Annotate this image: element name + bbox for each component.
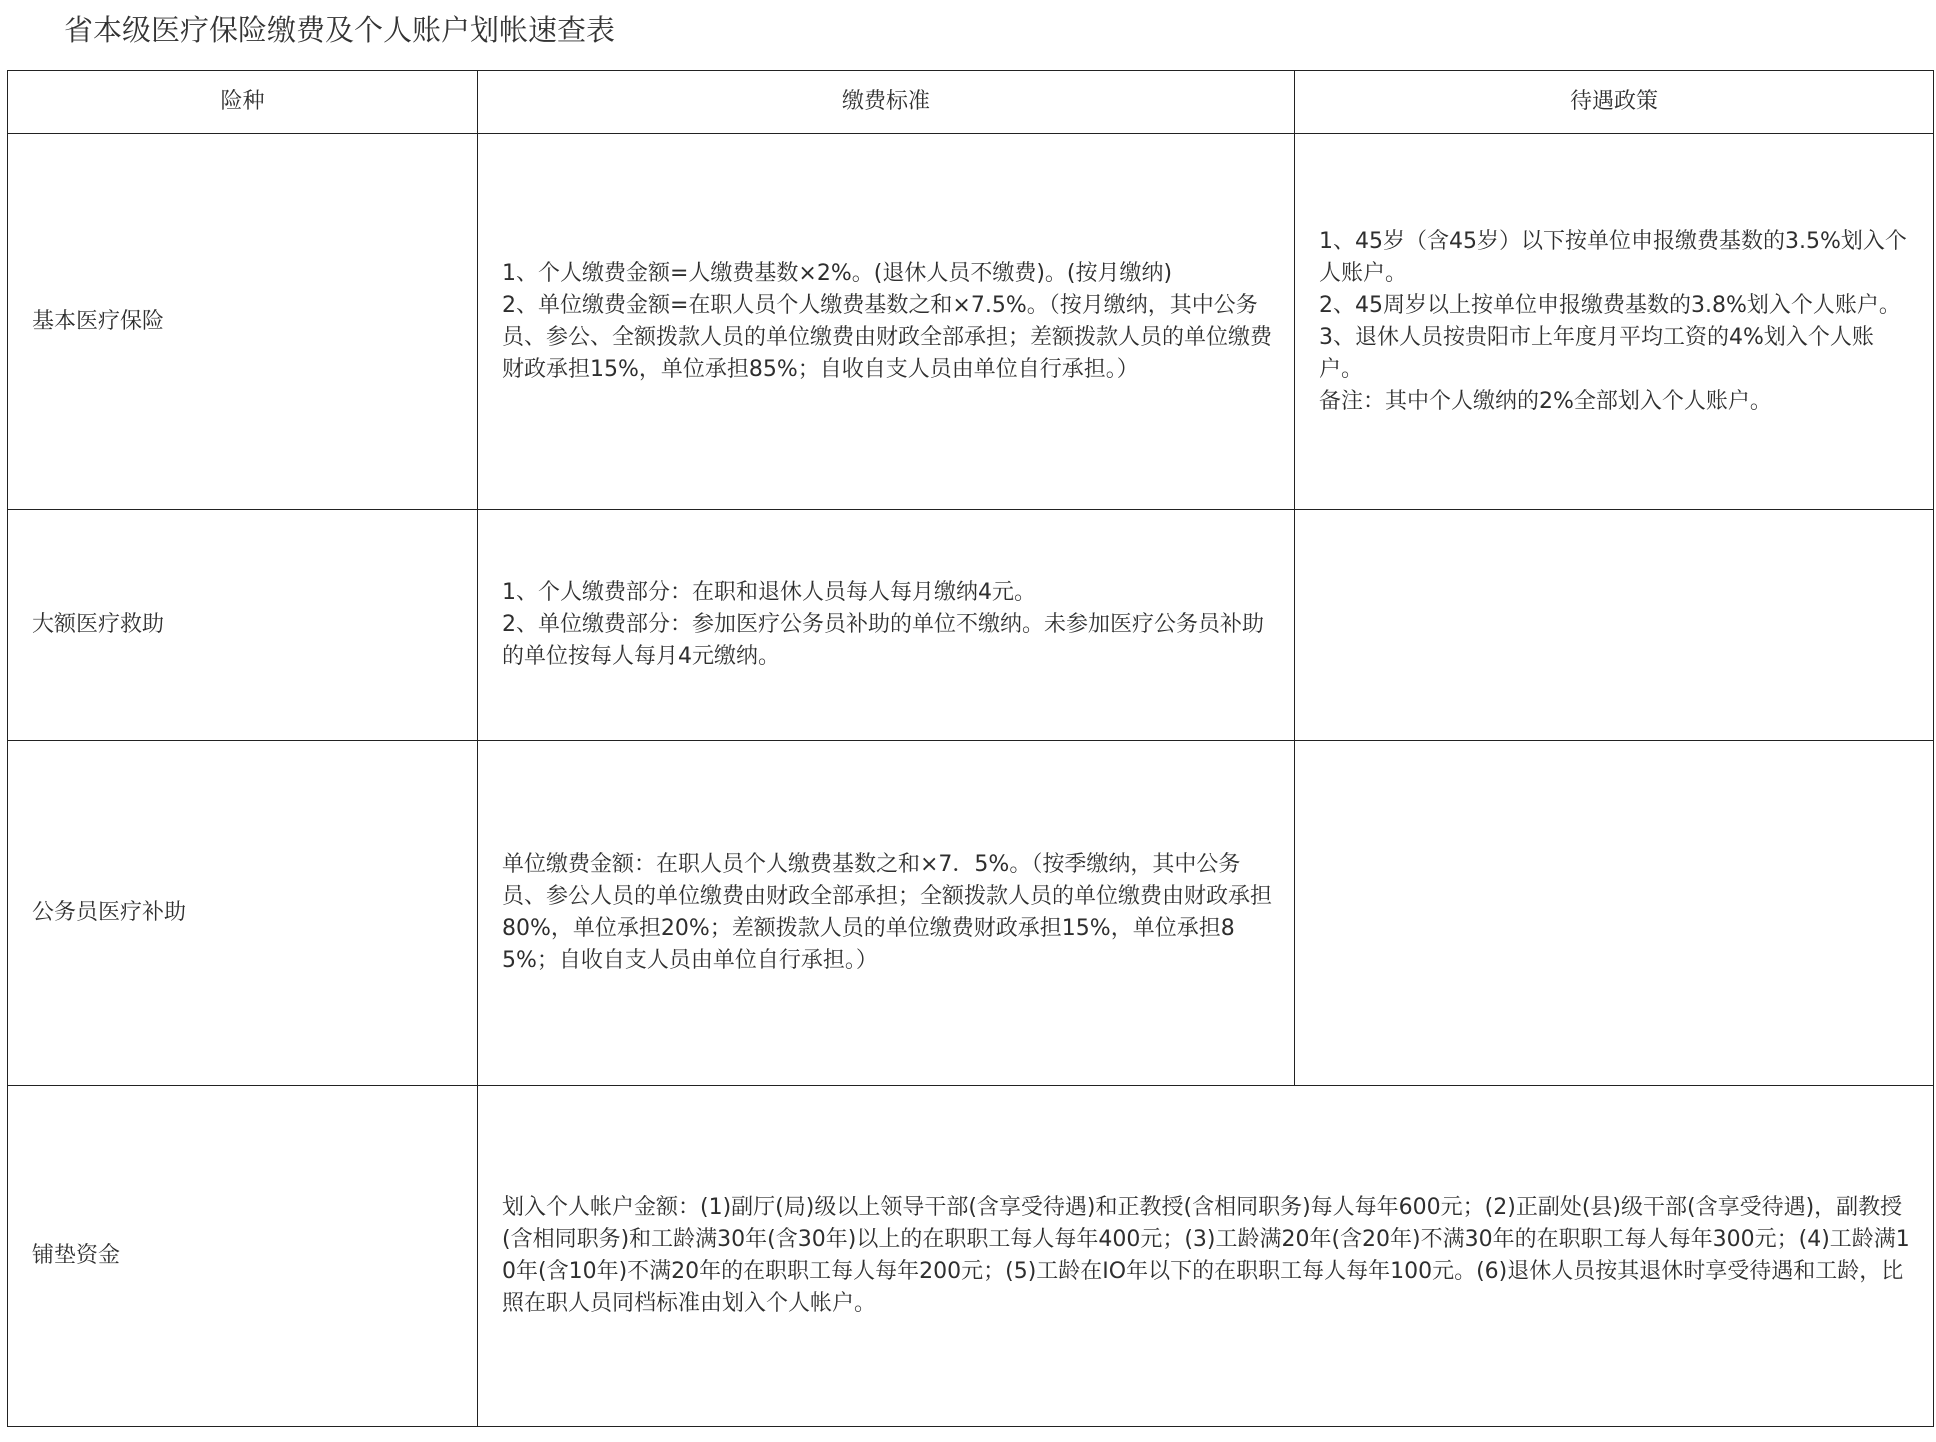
payment-standard-line: 单位缴费金额：在职人员个人缴费基数之和×7．5%。（按季缴纳，其中公务员、参公人员的单位缴费由财政全部承担；全额拨款人员的单位缴费由财政承担80%，单位承担20%；差额拨款人员的单位缴费财政承担15%，单位承担85%；自收自支人员由单位自行承担。） xyxy=(502,852,1273,974)
benefit-policy-cell-empty xyxy=(1295,741,1934,1085)
table-row-basic-medical-insurance xyxy=(8,134,1934,510)
insurance-type-cell: 铺垫资金 xyxy=(8,1085,478,1426)
table-row-civil-servant-medical-subsidy xyxy=(8,741,1934,1085)
payment-standard-line: 2、单位缴费金额=在职人员个人缴费基数之和×7.5%。（按月缴纳，其中公务员、参公、全额拨款人员的单位缴费由财政全部承担；差额拨款人员的单位缴费财政承担15%，单位承担85%；自收自支人员由单位自行承担。） xyxy=(502,292,1273,382)
payment-standard-line: 1、个人缴费部分：在职和退休人员每人每月缴纳4元。 xyxy=(502,580,1036,606)
payment-standard-cell xyxy=(478,134,1295,510)
column-header-benefit-policy: 待遇政策 xyxy=(1295,71,1934,134)
table-row-advance-fund xyxy=(8,1085,1934,1426)
payment-standard-cell xyxy=(478,741,1295,1085)
payment-standard-cell-merged xyxy=(478,1085,1934,1426)
column-header-insurance-type: 险种 xyxy=(8,71,478,134)
page-title: 省本级医疗保险缴费及个人账户划帐速查表 xyxy=(64,13,616,47)
table-row-major-medical-aid xyxy=(8,510,1934,741)
payment-standard-line: 2、单位缴费部分：参加医疗公务员补助的单位不缴纳。未参加医疗公务员补助的单位按每人每月4元缴纳。 xyxy=(502,612,1264,670)
insurance-type-cell: 公务员医疗补助 xyxy=(8,741,478,1085)
benefit-policy-cell xyxy=(1295,134,1934,510)
table-header-row xyxy=(8,71,1934,134)
benefit-policy-note: 备注：其中个人缴纳的2%全部划入个人账户。 xyxy=(1319,388,1772,414)
benefit-policy-line: 2、45周岁以上按单位申报缴费基数的3.8%划入个人账户。 xyxy=(1319,292,1901,318)
benefit-policy-line: 3、退休人员按贵阳市上年度月平均工资的4%划入个人账户。 xyxy=(1319,324,1874,382)
payment-standard-line: 划入个人帐户金额：(1)副厅(局)级以上领导干部(含享受待遇)和正教授(含相同职务)每人每年600元；(2)正副处(县)级干部(含享受待遇)，副教授(含相同职务)和工龄满30年(含30年)以上的在职职工每人每年400元；(3)工龄满20年(含20年)不满30年的在职职工每人每年300元；(4)工龄满10年(含10年)不满20年的在职职工每人每年200元；(5)工龄在IO年以下的在职职工每人每年100元。(6)退休人员按其退休时享受待遇和工龄，比照在职人员同档标准由划入个人帐户。 xyxy=(502,1194,1910,1316)
column-header-payment-standard: 缴费标准 xyxy=(478,71,1295,134)
benefit-policy-line: 1、45岁（含45岁）以下按单位申报缴费基数的3.5%划入个人账户。 xyxy=(1319,228,1907,286)
insurance-type-cell: 基本医疗保险 xyxy=(8,134,478,510)
payment-standard-line: 1、个人缴费金额=人缴费基数×2%。(退休人员不缴费)。(按月缴纳) xyxy=(502,260,1173,286)
insurance-type-cell: 大额医疗救助 xyxy=(8,510,478,741)
payment-standard-cell xyxy=(478,510,1295,741)
quick-reference-table xyxy=(7,70,1934,1427)
benefit-policy-cell-empty xyxy=(1295,510,1934,741)
